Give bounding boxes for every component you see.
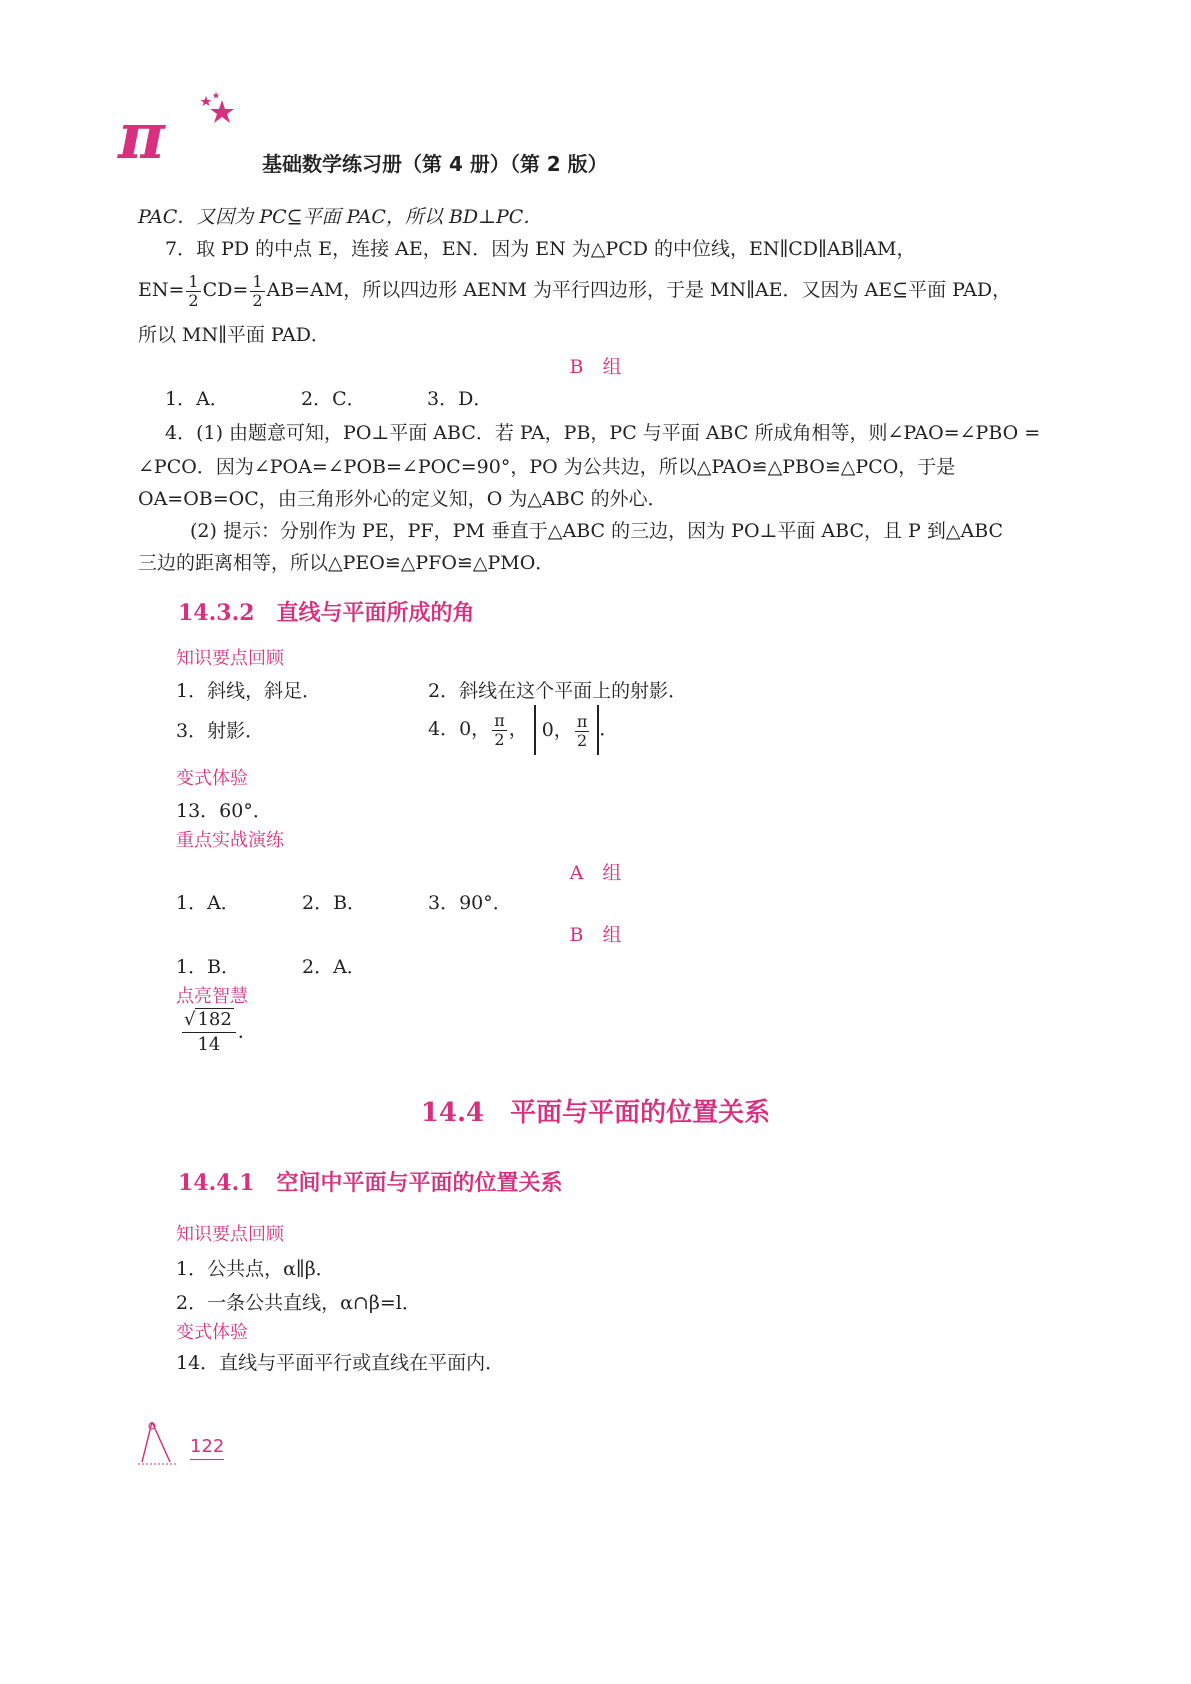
answer: 1．公共点，α∥β． <box>176 1258 335 1280</box>
text-line: ∠PCO．因为∠POA=∠POB=∠POC=90°，PO 为公共边，所以△PAO≌△PBO≌△PCO，于是 <box>138 456 956 478</box>
radicand: 182 <box>197 1009 232 1030</box>
group-heading: B 组 <box>569 924 622 946</box>
compass-icon <box>136 1418 184 1468</box>
text-line: 三边的距离相等，所以△PEO≌△PFO≌△PMO． <box>138 552 555 574</box>
text-line: (2) 提示：分别作为 PE，PF，PM 垂直于△ABC 的三边，因为 PO⊥平面 ABC，且 P 到△ABC <box>190 520 1004 542</box>
subsection-heading: 点亮智慧 <box>176 986 248 1007</box>
text-line: OA=OB=OC，由三角形外心的定义知，O 为△ABC 的外心． <box>138 488 667 510</box>
logo-pi: π <box>118 99 165 174</box>
fraction <box>575 713 590 750</box>
denominator: 2 <box>188 290 199 310</box>
fraction <box>186 273 200 310</box>
denominator: 14 <box>197 1034 221 1055</box>
text-segment: CD= <box>202 279 249 301</box>
group-heading: B 组 <box>569 356 622 378</box>
answer: 2．一条公共直线，α∩β=l． <box>176 1292 421 1314</box>
fraction <box>182 1008 236 1057</box>
subsection-heading: 变式体验 <box>176 768 248 789</box>
denominator: 2 <box>494 729 505 749</box>
text-segment: 0， <box>541 719 573 741</box>
text-line: 所以 MN∥平面 PAD． <box>138 324 330 346</box>
text-line-fraction <box>138 270 1011 310</box>
answer-sqrt-fraction: $\frac{√ 182}{14}$ ． <box>184 1009 257 1055</box>
answer-row <box>165 386 765 412</box>
numerator: π <box>576 711 588 731</box>
stars-icon <box>196 92 240 132</box>
denominator: 2 <box>576 730 588 750</box>
chapter-section-title: 14.4 平面与平面的位置关系 <box>420 1098 771 1128</box>
text-line: 4．(1) 由题意可知，PO⊥平面 ABC．若 PA，PB，PC 与平面 ABC 所成角相等，则∠PAO=∠PBO = <box>165 422 1041 444</box>
text-segment: EN= <box>138 279 185 301</box>
text-line: 7．取 PD 的中点 E，连接 AE，EN．因为 EN 为△PCD 的中位线，EN∥CD∥AB∥AM， <box>165 238 916 260</box>
section-title: 14.3.2 直线与平面所成的角 <box>178 600 475 626</box>
subsection-heading: 知识要点回顾 <box>176 648 284 669</box>
answer: 1．A． <box>176 892 240 914</box>
answer: 2．B． <box>302 892 367 914</box>
fraction <box>492 712 507 749</box>
answer: 3．90°． <box>428 892 512 914</box>
answer-fraction-line: 4．0， $\frac{\pi}{2}$ ， 0， $\frac{\pi}{2}$ ． <box>428 704 618 755</box>
text-segment: AB=AM，所以四边形 AENM 为平行四边形，于是 MN∥AE．又因为 AE⊆平面 PAD， <box>266 279 1012 301</box>
text-line: PAC．又因为 PC⊆平面 PAC，所以 BD⊥PC． <box>138 206 543 228</box>
answer: 1．斜线，斜足． <box>176 680 322 702</box>
numerator: √ 182 <box>182 1008 236 1033</box>
header-title: 基础数学练习册（第 4 册）（第 2 版） <box>262 152 608 176</box>
answer: 14．直线与平面平行或直线在平面内． <box>176 1352 505 1374</box>
interval-bracket <box>534 705 600 755</box>
numerator: π <box>494 710 505 730</box>
section-title: 14.4.1 空间中平面与平面的位置关系 <box>178 1170 563 1196</box>
answer: 2．斜线在这个平面上的射影． <box>428 680 688 702</box>
denominator: 2 <box>252 290 263 310</box>
answer: 13．60°． <box>176 800 272 822</box>
subsection-heading: 变式体验 <box>176 1322 248 1343</box>
numerator: 1 <box>188 271 199 291</box>
subsection-heading: 知识要点回顾 <box>176 1224 284 1245</box>
answer: 3．D． <box>427 388 493 410</box>
fraction <box>250 273 264 310</box>
text-segment: 4．0， <box>428 718 491 740</box>
answer: 2．C． <box>301 388 366 410</box>
answer: 2．A． <box>302 956 366 978</box>
answer: 1．B． <box>176 956 241 978</box>
page-number: 122 <box>190 1436 224 1460</box>
answer: 1．A． <box>165 388 229 410</box>
subsection-heading: 重点实战演练 <box>176 830 284 851</box>
group-heading: A 组 <box>569 862 622 884</box>
answer: 3．射影． <box>176 720 265 742</box>
numerator: 1 <box>252 271 263 291</box>
